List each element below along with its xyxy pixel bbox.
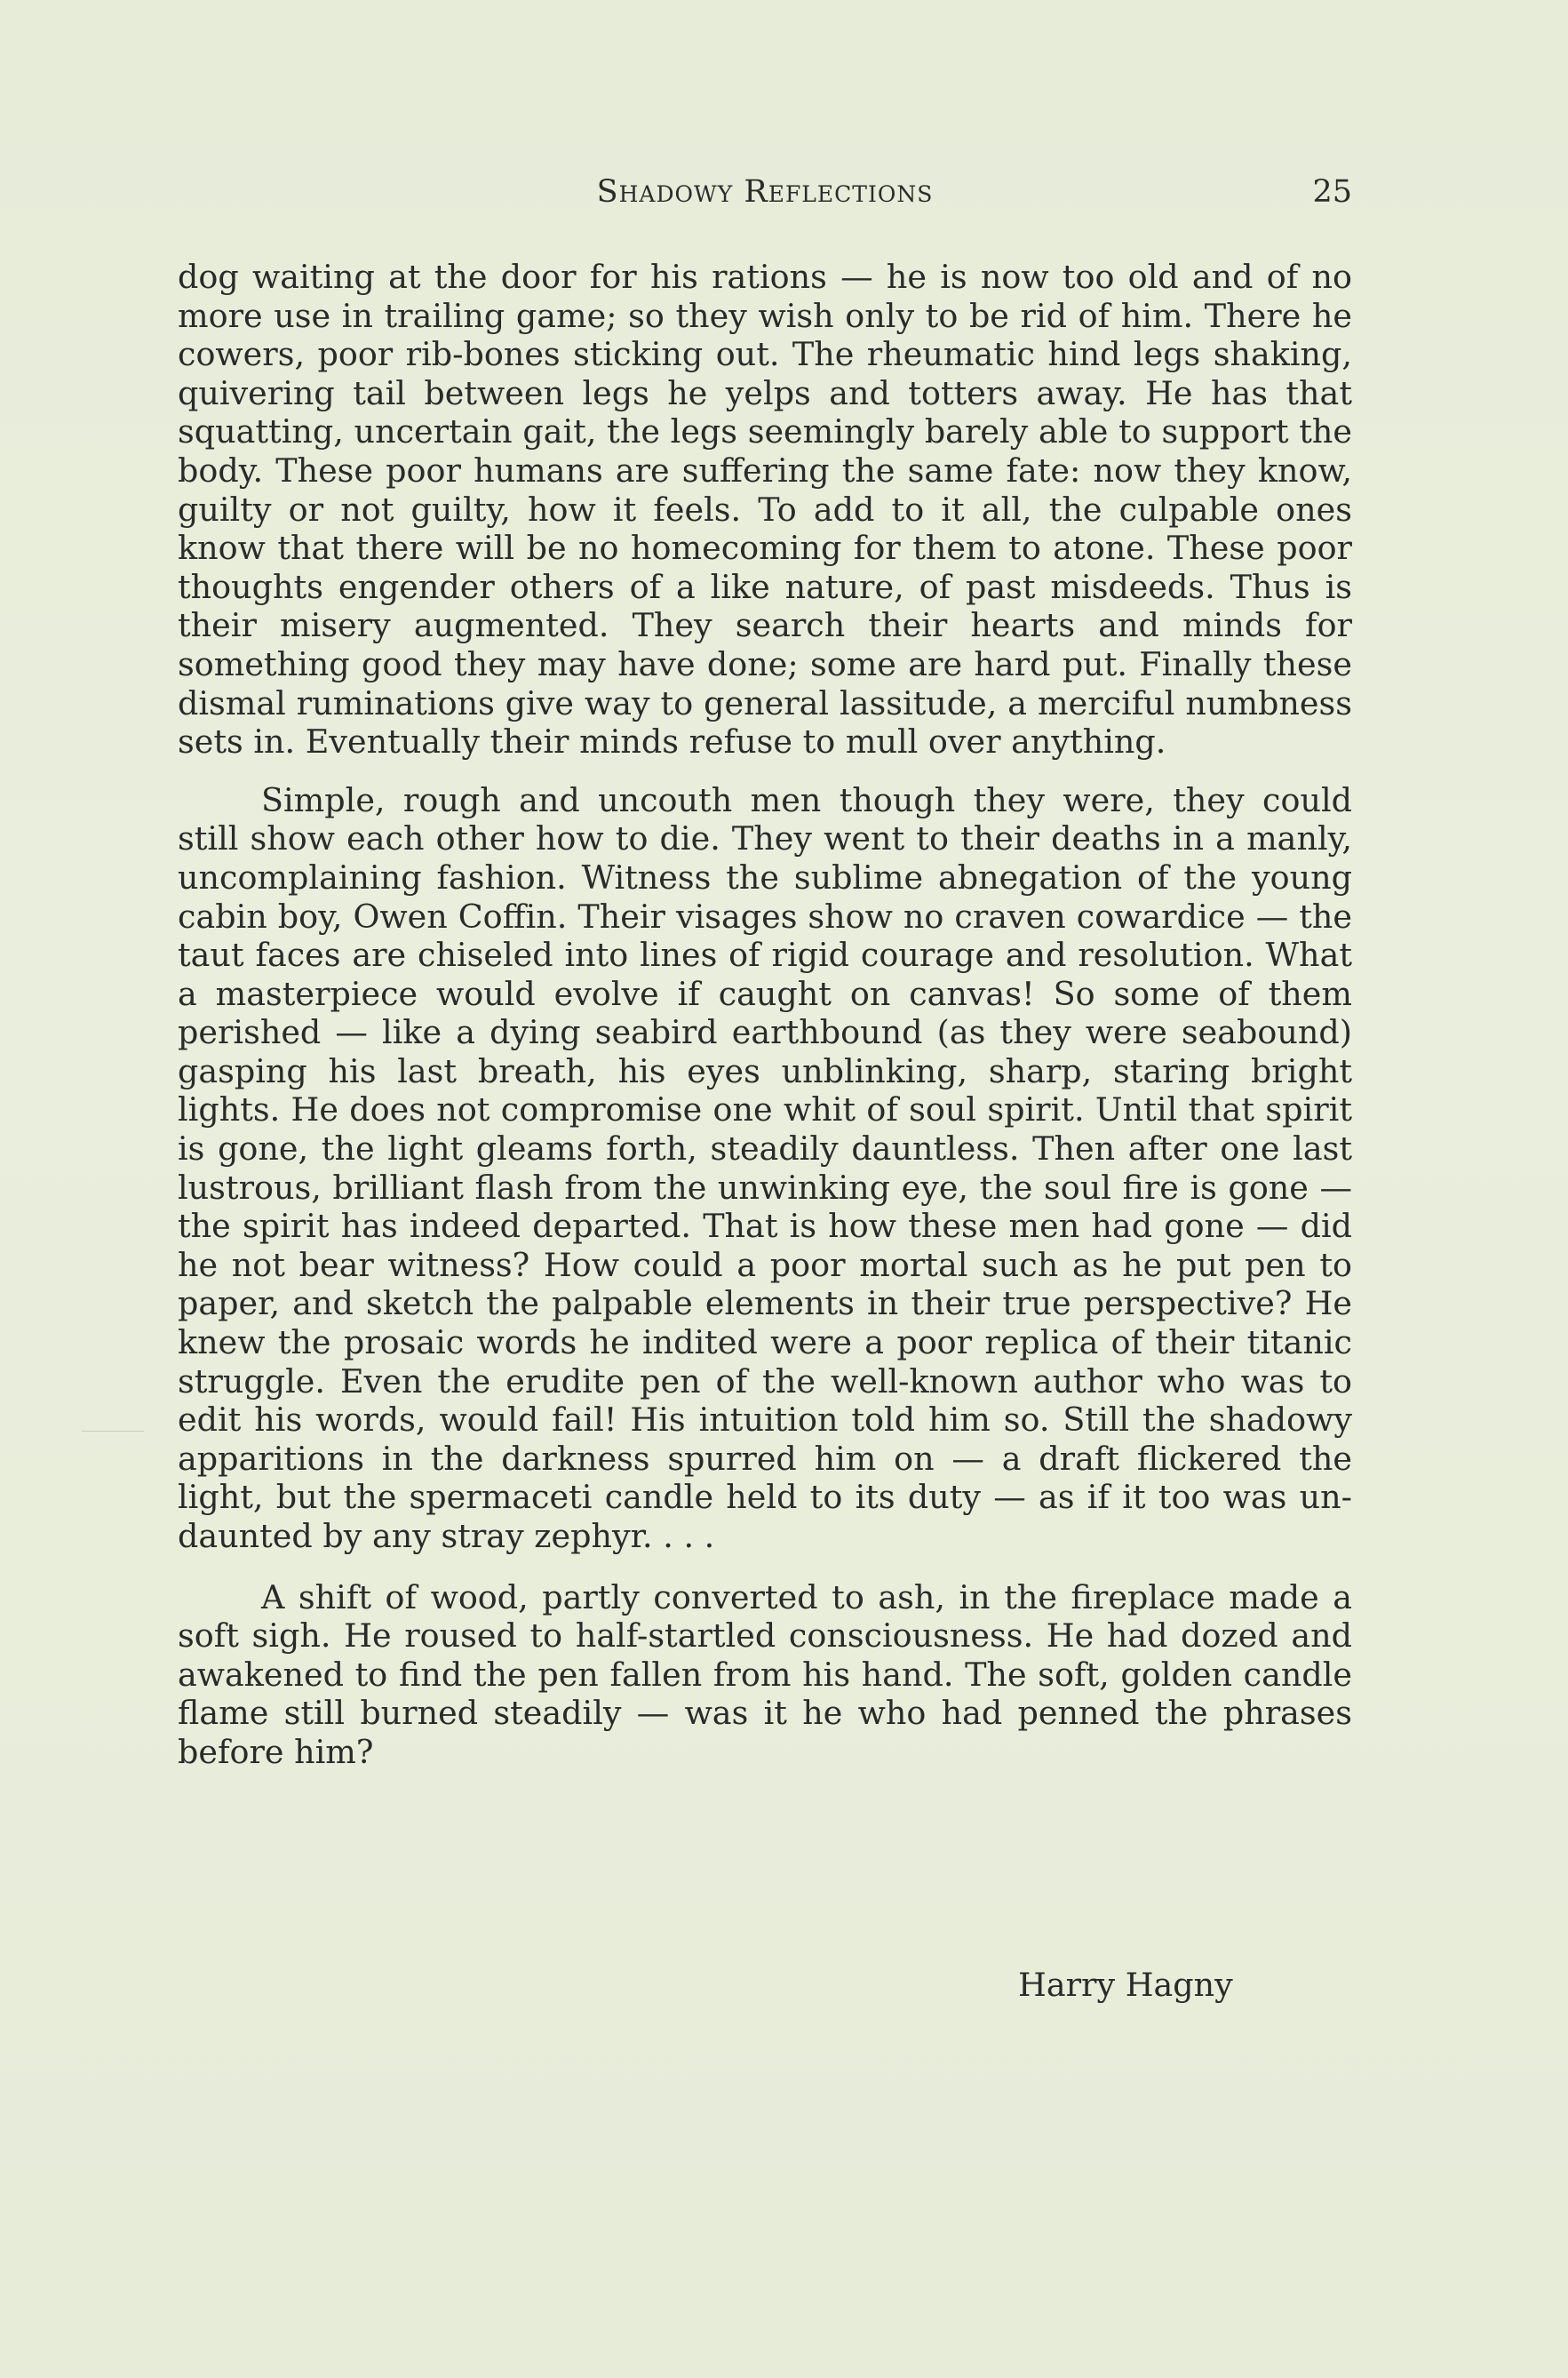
running-head [178,174,1352,219]
page-number: 25 [1312,174,1352,210]
paragraph-shift-of-wood: A shift of wood, partly converted to ash, in the fireplace made a soft sigh. He roused to half-startled consciousness. He had dozed and awakened to find the pen fallen from his hand. The soft, golden candle flame still burned steadily — was it he who had penned the phrases before him? [178,1577,1352,1771]
running-title: Shadowy Reflections [596,174,934,210]
author-signature: Harry Hagny [1018,1966,1233,2004]
paragraph-continuation: dog waiting at the door for his rations — he is now too old and of no more use in trailing game; so they wish only to be rid of him. There he cowers, poor rib-bones sticking out. The rheumatic hind legs shaking, quivering tail between legs he yelps and totters away. He has that squatting, uncertain gait, the legs seemingly barely able to support the body. These poor humans are suffering the same fate: now they know, guilty or not guilty, how it feels. To add to it all, the culpable ones know that there will be no homecoming for them to atone. These poor thoughts engender others of a like nature, of past misdeeds. Thus is their misery augmented. They search their hearts and minds for something good they may have done; some are hard put. Finally these dismal ruminations give way to general lassitude, a merciful numbness sets in. Eventually their minds refuse to mull over anything. [178,258,1352,762]
body-text [178,258,1352,1772]
margin-mark [82,1431,144,1432]
paragraph-simple-rough: Simple, rough and uncouth men though they were, they could still show each other how to die. They went to their deaths in a manly, uncomplaining fashion. Witness the sublime abnegation of the young cabin boy, Owen Coffin. Their visages show no craven cowardice — the taut faces are chiseled into lines of rigid courage and resolution. What a masterpiece would evolve if caught on canvas! So some of them perished — like a dying seabird earthbound (as they were seabound) gasping his last breath, his eyes unblinking, sharp, staring bright lights. He does not compromise one whit of soul spirit. Until that spirit is gone, the light gleams forth, steadily dauntless. Then after one last lustrous, brilliant flash from the unwinking eye, the soul fire is gone — the spirit has indeed departed. That is how these men had gone — did he not bear witness? How could a poor mortal such as he put pen to paper, and sketch the palpable elements in their true perspective? He knew the prosaic words he indited were a poor replica of their titanic struggle. Even the erudite pen of the well-known author who was to edit his words, would fail! His intuition told him so. Still the shadowy apparitions in the darkness spurred him on — a draft flickered the light, but the spermaceti candle held to its duty — as if it too was undaunted by any stray zephyr. . . . [178,780,1352,1555]
